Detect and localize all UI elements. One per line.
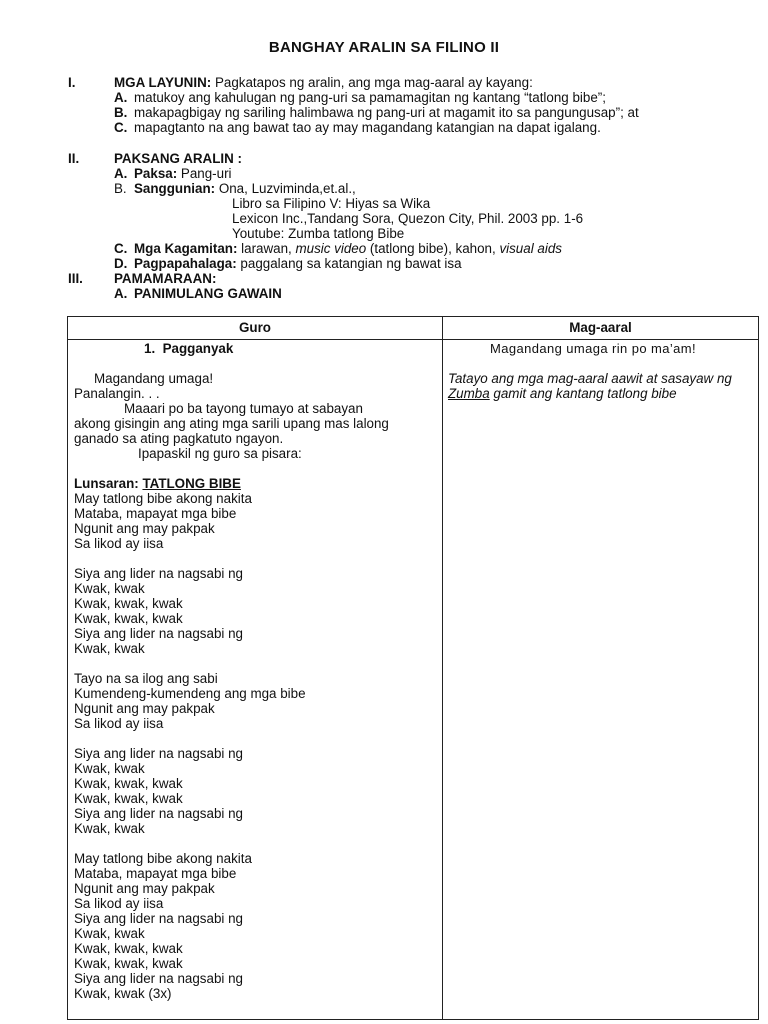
song-title: TATLONG BIBE [142, 476, 241, 491]
prayer-line: Panalangin. . . [74, 386, 160, 401]
posting-note: Ipapaskil ng guro sa pisara: [138, 446, 302, 461]
lyric-line: Ngunit ang may pakpak [74, 881, 215, 896]
lyric-line: Ngunit ang may pakpak [74, 521, 215, 536]
lyric-line: Siya ang lider na nagsabi ng [74, 566, 243, 581]
lyric-line: Kwak, kwak [74, 641, 145, 656]
roman-numeral: I. [68, 75, 76, 90]
lyric-line: Kwak, kwak, kwak [74, 956, 183, 971]
reference-line: Youtube: Zumba tatlong Bibe [232, 226, 405, 241]
motivation-heading: 1. Pagganyak [144, 341, 234, 356]
column-divider [442, 317, 443, 1019]
objective-item: C. mapagtanto na ang bawat tao ay may magandang katangian na dapat igalang. [114, 120, 601, 135]
student-activity: Tatayo ang mga mag-aaral aawit at sasayaw ng Zumba gamit ang kantang tatlong bibe [448, 371, 732, 401]
header-mag-aaral: Mag-aaral [569, 320, 632, 335]
lyric-line: Kwak, kwak [74, 821, 145, 836]
lyric-line: Kwak, kwak, kwak [74, 941, 183, 956]
zumba-word: Zumba [448, 386, 490, 401]
mag-aaral-column [448, 341, 753, 401]
objective-item: B. makapagbigay ng sariling halimbawa ng pang-uri at magamit ito sa pangungusap”; at [114, 105, 639, 120]
lyric-line: Sa likod ay iisa [74, 716, 164, 731]
lyric-line: Siya ang lider na nagsabi ng [74, 971, 243, 986]
guro-column [74, 341, 438, 1001]
lyric-line: May tatlong bibe akong nakita [74, 491, 252, 506]
values-item: D. Pagpapahalaga: paggalang sa katangian ng bawat isa [114, 256, 462, 271]
song-title-line: Lunsaran: TATLONG BIBE [74, 476, 241, 491]
header-guro: Guro [239, 320, 271, 335]
lyric-line: Kumendeng-kumendeng ang mga bibe [74, 686, 306, 701]
subject-matter-heading: II. PAKSANG ARALIN : [68, 151, 242, 166]
lyric-line: Tayo na sa ilog ang sabi [74, 671, 218, 686]
activity-table [67, 316, 759, 1020]
lyric-line: Sa likod ay iisa [74, 896, 164, 911]
lyric-line: Sa likod ay iisa [74, 536, 164, 551]
table-header [68, 317, 758, 340]
lyric-line: Siya ang lider na nagsabi ng [74, 746, 243, 761]
student-greeting: Magandang umaga rin po ma’am! [490, 341, 696, 356]
reference-line: Lexicon Inc.,Tandang Sora, Quezon City, Phil. 2003 pp. 1-6 [232, 211, 584, 226]
lyric-line: Kwak, kwak [74, 581, 145, 596]
lyric-line: Siya ang lider na nagsabi ng [74, 911, 243, 926]
instruction-line: Maaari po ba tayong tumayo at sabayan [124, 401, 363, 416]
objectives-intro: Pagkatapos ng aralin, ang mga mag-aaral ay kayang: [211, 75, 533, 90]
objective-item: A. matukoy ang kahulugan ng pang-uri sa pamamagitan ng kantang “tatlong bibe”; [114, 90, 606, 105]
lyric-line: Kwak, kwak [74, 761, 145, 776]
lesson-outline [68, 75, 748, 301]
objectives-label: MGA LAYUNIN: [114, 75, 212, 90]
procedure-heading: III. PAMAMARAAN: [68, 271, 217, 286]
lyric-line: Kwak, kwak, kwak [74, 596, 183, 611]
lyric-line: Siya ang lider na nagsabi ng [74, 626, 243, 641]
lyric-line: Ngunit ang may pakpak [74, 701, 215, 716]
lyric-line: Mataba, mapayat mga bibe [74, 866, 237, 881]
lyric-line: Kwak, kwak [74, 926, 145, 941]
lyric-line: Kwak, kwak, kwak [74, 791, 183, 806]
topic-item: A. Paksa: Pang-uri [114, 166, 232, 181]
teacher-greeting: Magandang umaga! [94, 371, 214, 386]
lyric-line: Kwak, kwak, kwak [74, 611, 183, 626]
lyric-line: Kwak, kwak, kwak [74, 776, 183, 791]
instruction-line: ganado sa ating pagkatuto ngayon. [74, 431, 284, 446]
lyric-line: May tatlong bibe akong nakita [74, 851, 252, 866]
lyric-line: Kwak, kwak (3x) [74, 986, 172, 1001]
preliminary-activity-heading: A. PANIMULANG GAWAIN [114, 286, 282, 301]
reference-item: B. Sanggunian: Ona, Luzviminda,et.al., [114, 181, 356, 196]
instruction-line: akong gisingin ang ating mga sarili upang mas lalong [74, 416, 389, 431]
reference-line: Libro sa Filipino V: Hiyas sa Wika [232, 196, 431, 211]
objectives-heading [68, 75, 748, 90]
materials-item: C. Mga Kagamitan: larawan, music video (tatlong bibe), kahon, visual aids [114, 241, 562, 256]
document-title: BANGHAY ARALIN SA FILINO II [268, 39, 500, 56]
lyric-line: Mataba, mapayat mga bibe [74, 506, 237, 521]
lyric-line: Siya ang lider na nagsabi ng [74, 806, 243, 821]
